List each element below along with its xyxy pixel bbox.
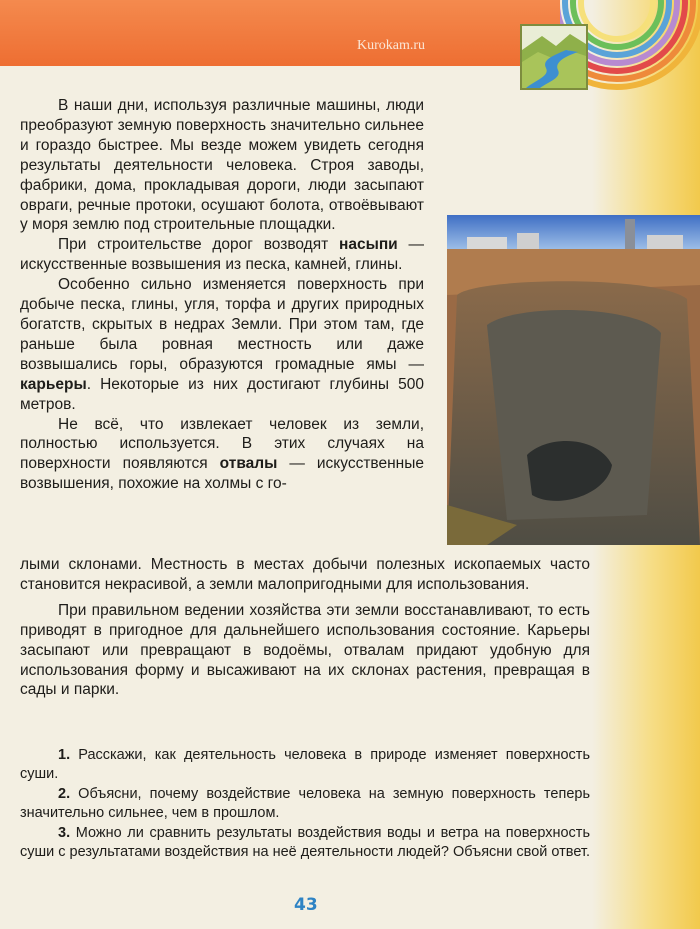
text-block-bottom xyxy=(20,555,590,700)
term-otvaly: отвалы xyxy=(219,455,278,473)
header-band xyxy=(0,0,560,66)
question-number: 3. xyxy=(58,825,71,842)
term-nasypi: насыпи xyxy=(338,236,398,254)
question-text: Объясни, почему воздействие человека на земную поверхность теперь значительно сильнее, чем в прошлом. xyxy=(20,786,590,821)
question-text: Можно ли сравнить результаты воздействия воды и ветра на поверхность суши с результатами воздействия на неё деятельности людей? Объясни свой ответ. xyxy=(20,825,590,860)
quarry-photo xyxy=(447,215,700,545)
paragraph-4a xyxy=(20,415,424,495)
term-karery: карьеры xyxy=(20,375,87,393)
paragraph-text: . Некоторые из них достигают глубины 500 метров. xyxy=(20,375,424,413)
question-number: 1. xyxy=(58,747,71,763)
river-landscape-icon xyxy=(520,24,588,90)
watermark: Kurokam.ru xyxy=(357,38,426,53)
question-number: 2. xyxy=(58,786,71,803)
paragraph-text: — искусственные возвышения, похожие на холмы с го- xyxy=(20,455,424,493)
paragraph-text: Не всё, что извлекает человек из земли, полностью используется. В этих случаях на поверхности появляются xyxy=(20,415,424,473)
paragraph-text: — искусственные возвышения из песка, камней, глины. xyxy=(20,236,424,274)
paragraph-1: В наши дни, используя различные машины, люди преобразуют земную поверхность значительно сильнее и гораздо быстрее. Мы везде можем увидеть сегодня результаты деятельности человека. Строя заводы, фабрики, дома, прокладывая дороги, люди засыпают овраги, речные протоки, осушают болота, отвоёвывают у моря землю под строительные площадки. xyxy=(20,97,424,234)
paragraph-text: Особенно сильно изменяется поверхность при добыче песка, глины, угля, торфа и других природных богатств, скрытых в недрах Земли. При этом там, где раньше была ровная местность или даже возвышались горы, образуются громадные ямы — xyxy=(20,276,424,373)
text-block-top xyxy=(20,96,424,494)
question-1 xyxy=(20,746,590,783)
question-3 xyxy=(20,824,590,861)
paragraph-4b: лыми склонами. Местность в местах добычи полезных ископаемых часто становится некрасивой, а земли малопригодными для использования. xyxy=(20,556,590,593)
paragraph-text: При строительстве дорог возводят xyxy=(58,236,339,254)
paragraph-5: При правильном ведении хозяйства эти земли восстанавливают, то есть приводят в пригодное для дальнейшего использования состояние. Карьеры засыпают или превращают в водоёмы, отвалам придают удобную для использования форму и высаживают на их склонах растения, превращая в сады и парки. xyxy=(20,601,590,699)
page-number: 43 xyxy=(294,895,318,915)
paragraph-3 xyxy=(20,275,424,414)
paragraph-2 xyxy=(20,235,424,275)
questions-section xyxy=(20,746,590,864)
question-text: Расскажи, как деятельность человека в природе изменяет поверхность суши. xyxy=(20,747,590,782)
question-2 xyxy=(20,785,590,822)
